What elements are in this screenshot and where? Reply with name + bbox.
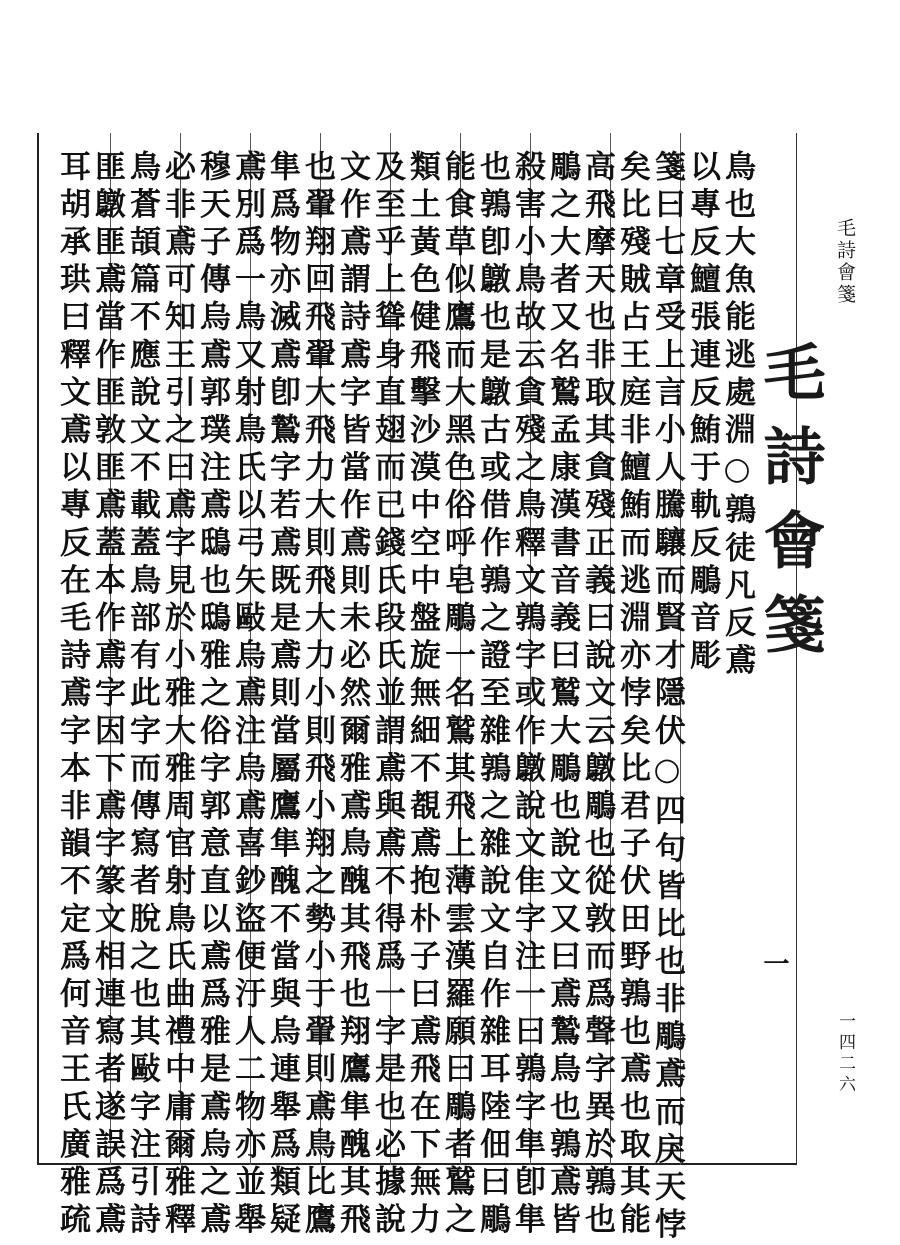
fish-tail-number: 一 (759, 950, 789, 976)
side-title: 毛詩會箋 (834, 218, 856, 306)
text-column: 鳥蒼頡篇不應說文不載蓋鳥部有此字而傳寫者脫之也其敺字注引詩 (124, 150, 160, 1241)
text-column: 匪鷻匪鳶當作匪敦匪鳶蓋本作鳶字因下鳶字篆文相連寫者遂誤爲鳶 (89, 150, 125, 1241)
text-column: 耳胡承珙曰釋文鳶以專反在毛詩鳶字本非韻不定爲何音王氏廣雅疏 (54, 150, 90, 1241)
text-column: 類土黃色健飛擊沙漠中空中盤旋無細不覩鳶抱朴子曰鳶飛在下無力 (404, 150, 440, 1241)
text-column: 矣比殘賊占王庭非鱣鮪而逃淵亦悖矣比君子伏田野鶉也鳶也取其能 (614, 150, 650, 1241)
text-column: 箋曰七章受上言小人騰驤而賢才隱伏○四句皆比也非鵰鳶而戾天悖 (649, 150, 685, 1245)
text-column: 文作鳶謂詩鳶字皆當作鳶則未必然爾雅鳶鳥醜其飛也翔鷹隼醜其飛 (334, 150, 370, 1241)
text-column: 以專反鱣張連反鮪于軌反鵰音彫 (684, 150, 720, 677)
text-column: 及至乎上聳身直翅而已錢氏段氏並謂鳶與鳶不得爲一字是也必據說 (369, 150, 405, 1241)
text-column: 鳶別爲一鳥又射鳥氏以弓矢敺烏鳶注烏鳶喜鈔盜便汙人二物亦並舉 (229, 150, 265, 1241)
text-column: 必非鳶可知王引之曰鳶字見於小雅大雅周官射鳥氏曲禮中庸爾雅釋 (159, 150, 195, 1241)
fish-tail-title: 毛詩會箋 (753, 340, 826, 676)
page-number: 一四二六 (835, 1012, 855, 1096)
text-column: 鵰之大者又名鷲孟康漢書音義曰鷲大鵰也說文又曰鳶鷙鳥也鶉鳶皆 (544, 150, 580, 1241)
text-column: 高飛摩天也非取其貪殘正義曰說文云鷻鵰也從敦而爲聲字異於鶉也 (579, 150, 615, 1241)
text-column: 鳥也大魚能逃處淵○鶉徒凡反鳶 (719, 150, 755, 682)
text-column: 也翬翔回飛翬大飛力大則飛大力小則飛小翔之勢小于翬則鳶鳥比鷹 (299, 150, 335, 1241)
text-column: 隼爲物亦滅鳶卽鷙字若鳶既是鳶則當屬鷹隼醜不當與烏連舉爲類疑 (264, 150, 300, 1241)
text-column: 能食草似鷹而大黑色俗呼皂鵰一名鷲其飛上薄雲漢羅願曰鵰者鷲之 (439, 150, 475, 1241)
text-column: 也鶉卽鷻也是鷻古或借作鶉之證至雜鶉之雜說文自作雜耳陸佃曰鵰 (474, 150, 510, 1241)
text-column: 殺害小鳥故云貪殘之鳥釋文鶉字或作鷻說文隹字注一曰鶉字隼卽隼 (509, 150, 545, 1241)
text-column: 穆天子傳烏鳶郭璞注鳶鴟也鴟雅之俗字郭意直以鳶爲雅是鳶烏之鳶 (194, 150, 230, 1241)
